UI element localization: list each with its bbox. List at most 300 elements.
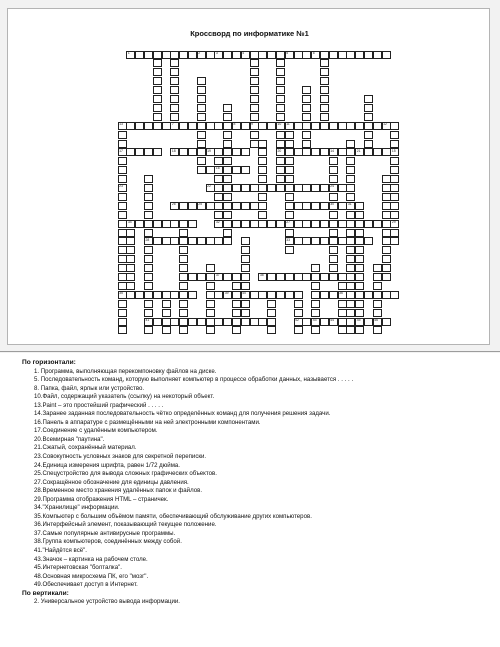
crossword-cell[interactable]	[258, 318, 267, 326]
crossword-cell[interactable]	[153, 291, 162, 299]
crossword-cell[interactable]	[214, 175, 223, 183]
crossword-cell[interactable]	[144, 255, 153, 263]
crossword-cell[interactable]	[153, 86, 162, 94]
crossword-cell[interactable]	[118, 291, 127, 299]
crossword-cell[interactable]	[223, 229, 232, 237]
crossword-cell[interactable]	[241, 166, 250, 174]
crossword-cell[interactable]	[118, 300, 127, 308]
crossword-cell[interactable]	[197, 113, 206, 121]
crossword-cell[interactable]	[188, 202, 197, 210]
crossword-cell[interactable]	[346, 326, 355, 334]
crossword-cell[interactable]	[197, 148, 206, 156]
crossword-cell[interactable]	[364, 104, 373, 112]
crossword-cell[interactable]	[311, 184, 320, 192]
crossword-cell[interactable]	[118, 282, 127, 290]
crossword-cell[interactable]	[144, 300, 153, 308]
crossword-cell[interactable]	[311, 202, 320, 210]
crossword-cell[interactable]	[355, 122, 364, 130]
crossword-cell[interactable]	[285, 211, 294, 219]
crossword-cell[interactable]	[338, 300, 347, 308]
crossword-cell[interactable]	[285, 166, 294, 174]
crossword-cell[interactable]	[250, 220, 259, 228]
crossword-cell[interactable]	[346, 229, 355, 237]
crossword-cell[interactable]	[267, 51, 276, 59]
crossword-cell[interactable]	[320, 148, 329, 156]
crossword-cell[interactable]	[258, 193, 267, 201]
crossword-cell[interactable]	[346, 246, 355, 254]
crossword-cell[interactable]	[197, 122, 206, 130]
crossword-cell[interactable]	[329, 157, 338, 165]
crossword-cell[interactable]	[214, 220, 223, 228]
crossword-cell[interactable]	[346, 273, 355, 281]
crossword-cell[interactable]	[144, 264, 153, 272]
crossword-cell[interactable]	[241, 282, 250, 290]
crossword-cell[interactable]	[144, 246, 153, 254]
crossword-cell[interactable]	[267, 309, 276, 317]
crossword-cell[interactable]	[214, 122, 223, 130]
crossword-cell[interactable]	[338, 309, 347, 317]
crossword-cell[interactable]	[320, 237, 329, 245]
crossword-cell[interactable]	[188, 291, 197, 299]
crossword-cell[interactable]	[382, 148, 391, 156]
crossword-cell[interactable]	[144, 229, 153, 237]
crossword-cell[interactable]	[214, 166, 223, 174]
crossword-cell[interactable]	[170, 59, 179, 67]
crossword-cell[interactable]	[320, 184, 329, 192]
crossword-cell[interactable]	[285, 184, 294, 192]
crossword-cell[interactable]	[346, 309, 355, 317]
crossword-cell[interactable]	[197, 166, 206, 174]
crossword-cell[interactable]	[373, 264, 382, 272]
crossword-cell[interactable]	[390, 202, 399, 210]
crossword-cell[interactable]	[364, 318, 373, 326]
crossword-cell[interactable]	[294, 273, 303, 281]
crossword-cell[interactable]	[382, 202, 391, 210]
crossword-cell[interactable]	[135, 122, 144, 130]
crossword-cell[interactable]	[390, 166, 399, 174]
crossword-cell[interactable]	[214, 51, 223, 59]
crossword-cell[interactable]	[355, 282, 364, 290]
crossword-cell[interactable]	[144, 148, 153, 156]
crossword-cell[interactable]	[241, 246, 250, 254]
crossword-cell[interactable]	[294, 326, 303, 334]
crossword-cell[interactable]	[162, 51, 171, 59]
crossword-cell[interactable]	[320, 220, 329, 228]
crossword-cell[interactable]	[311, 309, 320, 317]
crossword-cell[interactable]	[241, 184, 250, 192]
crossword-cell[interactable]	[302, 220, 311, 228]
crossword-cell[interactable]	[118, 157, 127, 165]
crossword-cell[interactable]	[144, 237, 153, 245]
crossword-cell[interactable]	[197, 131, 206, 139]
crossword-cell[interactable]	[206, 148, 215, 156]
crossword-cell[interactable]	[355, 51, 364, 59]
crossword-cell[interactable]	[329, 220, 338, 228]
crossword-cell[interactable]	[346, 175, 355, 183]
crossword-cell[interactable]	[390, 148, 399, 156]
crossword-cell[interactable]	[197, 95, 206, 103]
crossword-cell[interactable]	[197, 51, 206, 59]
crossword-cell[interactable]	[232, 202, 241, 210]
crossword-cell[interactable]	[329, 237, 338, 245]
crossword-cell[interactable]	[320, 318, 329, 326]
crossword-cell[interactable]	[355, 273, 364, 281]
crossword-cell[interactable]	[355, 148, 364, 156]
crossword-cell[interactable]	[258, 220, 267, 228]
crossword-cell[interactable]	[390, 131, 399, 139]
crossword-cell[interactable]	[170, 104, 179, 112]
crossword-cell[interactable]	[241, 220, 250, 228]
crossword-cell[interactable]	[144, 211, 153, 219]
crossword-cell[interactable]	[153, 237, 162, 245]
crossword-cell[interactable]	[223, 202, 232, 210]
crossword-cell[interactable]	[144, 326, 153, 334]
crossword-cell[interactable]	[126, 220, 135, 228]
crossword-cell[interactable]	[373, 220, 382, 228]
crossword-cell[interactable]	[118, 237, 127, 245]
crossword-cell[interactable]	[311, 237, 320, 245]
crossword-cell[interactable]	[232, 51, 241, 59]
crossword-cell[interactable]	[294, 220, 303, 228]
crossword-cell[interactable]	[390, 211, 399, 219]
crossword-cell[interactable]	[170, 51, 179, 59]
crossword-cell[interactable]	[294, 51, 303, 59]
crossword-cell[interactable]	[390, 229, 399, 237]
crossword-cell[interactable]	[302, 131, 311, 139]
crossword-cell[interactable]	[320, 104, 329, 112]
crossword-cell[interactable]	[170, 220, 179, 228]
crossword-cell[interactable]	[346, 237, 355, 245]
crossword-cell[interactable]	[118, 166, 127, 174]
crossword-cell[interactable]	[206, 318, 215, 326]
crossword-cell[interactable]	[170, 113, 179, 121]
crossword-cell[interactable]	[162, 309, 171, 317]
crossword-cell[interactable]	[311, 148, 320, 156]
crossword-cell[interactable]	[126, 122, 135, 130]
crossword-cell[interactable]	[285, 246, 294, 254]
crossword-cell[interactable]	[153, 122, 162, 130]
crossword-cell[interactable]	[276, 68, 285, 76]
crossword-cell[interactable]	[144, 273, 153, 281]
crossword-cell[interactable]	[346, 184, 355, 192]
crossword-cell[interactable]	[179, 255, 188, 263]
crossword-cell[interactable]	[285, 237, 294, 245]
crossword-cell[interactable]	[250, 291, 259, 299]
crossword-cell[interactable]	[179, 309, 188, 317]
crossword-cell[interactable]	[214, 202, 223, 210]
crossword-cell[interactable]	[250, 68, 259, 76]
crossword-cell[interactable]	[153, 148, 162, 156]
crossword-cell[interactable]	[241, 309, 250, 317]
crossword-cell[interactable]	[390, 220, 399, 228]
crossword-cell[interactable]	[223, 166, 232, 174]
crossword-cell[interactable]	[267, 220, 276, 228]
crossword-cell[interactable]	[162, 220, 171, 228]
crossword-cell[interactable]	[276, 131, 285, 139]
crossword-cell[interactable]	[311, 300, 320, 308]
crossword-cell[interactable]	[258, 148, 267, 156]
crossword-cell[interactable]	[197, 104, 206, 112]
crossword-cell[interactable]	[346, 148, 355, 156]
crossword-cell[interactable]	[329, 246, 338, 254]
crossword-cell[interactable]	[118, 193, 127, 201]
crossword-cell[interactable]	[118, 264, 127, 272]
crossword-cell[interactable]	[214, 193, 223, 201]
crossword-cell[interactable]	[390, 122, 399, 130]
crossword-cell[interactable]	[179, 246, 188, 254]
crossword-cell[interactable]	[311, 122, 320, 130]
crossword-cell[interactable]	[197, 86, 206, 94]
crossword-cell[interactable]	[258, 122, 267, 130]
crossword-cell[interactable]	[355, 211, 364, 219]
crossword-cell[interactable]	[346, 291, 355, 299]
crossword-cell[interactable]	[382, 264, 391, 272]
crossword-cell[interactable]	[144, 51, 153, 59]
crossword-cell[interactable]	[250, 51, 259, 59]
crossword-cell[interactable]	[320, 77, 329, 85]
crossword-cell[interactable]	[355, 220, 364, 228]
crossword-cell[interactable]	[206, 202, 215, 210]
crossword-cell[interactable]	[355, 202, 364, 210]
crossword-cell[interactable]	[135, 291, 144, 299]
crossword-cell[interactable]	[320, 113, 329, 121]
crossword-cell[interactable]	[276, 184, 285, 192]
crossword-cell[interactable]	[241, 237, 250, 245]
crossword-cell[interactable]	[118, 131, 127, 139]
crossword-cell[interactable]	[346, 282, 355, 290]
crossword-cell[interactable]	[294, 202, 303, 210]
crossword-cell[interactable]	[338, 148, 347, 156]
crossword-cell[interactable]	[373, 122, 382, 130]
crossword-cell[interactable]	[338, 318, 347, 326]
crossword-cell[interactable]	[144, 220, 153, 228]
crossword-cell[interactable]	[223, 51, 232, 59]
crossword-cell[interactable]	[223, 140, 232, 148]
crossword-cell[interactable]	[206, 273, 215, 281]
crossword-cell[interactable]	[223, 237, 232, 245]
crossword-cell[interactable]	[232, 300, 241, 308]
crossword-cell[interactable]	[329, 193, 338, 201]
crossword-cell[interactable]	[241, 122, 250, 130]
crossword-cell[interactable]	[311, 220, 320, 228]
crossword-cell[interactable]	[285, 175, 294, 183]
crossword-cell[interactable]	[153, 77, 162, 85]
crossword-cell[interactable]	[276, 95, 285, 103]
crossword-cell[interactable]	[118, 255, 127, 263]
crossword-cell[interactable]	[302, 237, 311, 245]
crossword-cell[interactable]	[338, 51, 347, 59]
crossword-cell[interactable]	[118, 318, 127, 326]
crossword-cell[interactable]	[118, 175, 127, 183]
crossword-cell[interactable]	[294, 291, 303, 299]
crossword-cell[interactable]	[382, 193, 391, 201]
crossword-cell[interactable]	[364, 122, 373, 130]
crossword-cell[interactable]	[126, 229, 135, 237]
crossword-cell[interactable]	[232, 220, 241, 228]
crossword-cell[interactable]	[338, 273, 347, 281]
crossword-cell[interactable]	[382, 291, 391, 299]
crossword-cell[interactable]	[170, 86, 179, 94]
crossword-cell[interactable]	[285, 140, 294, 148]
crossword-cell[interactable]	[267, 122, 276, 130]
crossword-cell[interactable]	[364, 95, 373, 103]
crossword-cell[interactable]	[276, 148, 285, 156]
crossword-cell[interactable]	[188, 318, 197, 326]
crossword-cell[interactable]	[302, 113, 311, 121]
crossword-cell[interactable]	[144, 184, 153, 192]
crossword-cell[interactable]	[241, 273, 250, 281]
crossword-cell[interactable]	[294, 184, 303, 192]
crossword-cell[interactable]	[170, 95, 179, 103]
crossword-cell[interactable]	[276, 59, 285, 67]
crossword-cell[interactable]	[346, 264, 355, 272]
crossword-cell[interactable]	[144, 318, 153, 326]
crossword-cell[interactable]	[250, 95, 259, 103]
crossword-cell[interactable]	[118, 326, 127, 334]
crossword-cell[interactable]	[364, 113, 373, 121]
crossword-cell[interactable]	[276, 175, 285, 183]
crossword-cell[interactable]	[153, 95, 162, 103]
crossword-cell[interactable]	[329, 264, 338, 272]
crossword-cell[interactable]	[197, 237, 206, 245]
crossword-cell[interactable]	[382, 122, 391, 130]
crossword-cell[interactable]	[223, 113, 232, 121]
crossword-cell[interactable]	[232, 282, 241, 290]
crossword-cell[interactable]	[206, 300, 215, 308]
crossword-cell[interactable]	[162, 122, 171, 130]
crossword-cell[interactable]	[250, 140, 259, 148]
crossword-cell[interactable]	[338, 122, 347, 130]
crossword-cell[interactable]	[241, 148, 250, 156]
crossword-cell[interactable]	[276, 157, 285, 165]
crossword-cell[interactable]	[197, 273, 206, 281]
crossword-cell[interactable]	[206, 326, 215, 334]
crossword-cell[interactable]	[179, 220, 188, 228]
crossword-cell[interactable]	[382, 175, 391, 183]
crossword-cell[interactable]	[373, 51, 382, 59]
crossword-cell[interactable]	[285, 193, 294, 201]
crossword-cell[interactable]	[144, 193, 153, 201]
crossword-cell[interactable]	[179, 300, 188, 308]
crossword-cell[interactable]	[390, 193, 399, 201]
crossword-cell[interactable]	[258, 211, 267, 219]
crossword-cell[interactable]	[311, 326, 320, 334]
crossword-cell[interactable]	[223, 148, 232, 156]
crossword-cell[interactable]	[179, 237, 188, 245]
crossword-cell[interactable]	[285, 148, 294, 156]
crossword-cell[interactable]	[294, 318, 303, 326]
crossword-cell[interactable]	[346, 220, 355, 228]
crossword-cell[interactable]	[179, 122, 188, 130]
crossword-cell[interactable]	[223, 157, 232, 165]
crossword-cell[interactable]	[267, 300, 276, 308]
crossword-cell[interactable]	[179, 51, 188, 59]
crossword-cell[interactable]	[126, 264, 135, 272]
crossword-cell[interactable]	[206, 264, 215, 272]
crossword-cell[interactable]	[373, 309, 382, 317]
crossword-cell[interactable]	[355, 264, 364, 272]
crossword-cell[interactable]	[276, 104, 285, 112]
crossword-cell[interactable]	[197, 157, 206, 165]
crossword-cell[interactable]	[250, 184, 259, 192]
crossword-cell[interactable]	[276, 220, 285, 228]
crossword-cell[interactable]	[214, 273, 223, 281]
crossword-cell[interactable]	[118, 220, 127, 228]
crossword-cell[interactable]	[346, 193, 355, 201]
crossword-cell[interactable]	[170, 68, 179, 76]
crossword-cell[interactable]	[179, 326, 188, 334]
crossword-cell[interactable]	[232, 309, 241, 317]
crossword-cell[interactable]	[382, 184, 391, 192]
crossword-cell[interactable]	[285, 157, 294, 165]
crossword-cell[interactable]	[382, 273, 391, 281]
crossword-cell[interactable]	[329, 175, 338, 183]
crossword-cell[interactable]	[206, 237, 215, 245]
crossword-cell[interactable]	[214, 291, 223, 299]
crossword-cell[interactable]	[338, 220, 347, 228]
crossword-cell[interactable]	[390, 237, 399, 245]
crossword-cell[interactable]	[232, 326, 241, 334]
crossword-cell[interactable]	[241, 51, 250, 59]
crossword-cell[interactable]	[355, 229, 364, 237]
crossword-cell[interactable]	[223, 291, 232, 299]
crossword-cell[interactable]	[276, 113, 285, 121]
crossword-cell[interactable]	[206, 184, 215, 192]
crossword-cell[interactable]	[126, 282, 135, 290]
crossword-cell[interactable]	[118, 202, 127, 210]
crossword-cell[interactable]	[382, 229, 391, 237]
crossword-cell[interactable]	[170, 148, 179, 156]
crossword-cell[interactable]	[338, 326, 347, 334]
crossword-cell[interactable]	[126, 51, 135, 59]
crossword-cell[interactable]	[338, 291, 347, 299]
crossword-cell[interactable]	[302, 184, 311, 192]
crossword-cell[interactable]	[302, 140, 311, 148]
crossword-cell[interactable]	[373, 282, 382, 290]
crossword-cell[interactable]	[346, 318, 355, 326]
crossword-cell[interactable]	[382, 246, 391, 254]
crossword-cell[interactable]	[118, 140, 127, 148]
crossword-cell[interactable]	[294, 300, 303, 308]
crossword-cell[interactable]	[135, 148, 144, 156]
crossword-cell[interactable]	[311, 264, 320, 272]
crossword-cell[interactable]	[373, 326, 382, 334]
crossword-cell[interactable]	[320, 95, 329, 103]
crossword-cell[interactable]	[364, 51, 373, 59]
crossword-cell[interactable]	[153, 51, 162, 59]
crossword-cell[interactable]	[144, 309, 153, 317]
crossword-cell[interactable]	[276, 140, 285, 148]
crossword-cell[interactable]	[302, 86, 311, 94]
crossword-cell[interactable]	[197, 318, 206, 326]
crossword-cell[interactable]	[232, 273, 241, 281]
crossword-cell[interactable]	[355, 326, 364, 334]
crossword-cell[interactable]	[320, 291, 329, 299]
crossword-cell[interactable]	[223, 184, 232, 192]
crossword-cell[interactable]	[179, 273, 188, 281]
crossword-cell[interactable]	[373, 273, 382, 281]
crossword-cell[interactable]	[179, 282, 188, 290]
crossword-cell[interactable]	[338, 237, 347, 245]
crossword-cell[interactable]	[223, 131, 232, 139]
crossword-cell[interactable]	[302, 202, 311, 210]
crossword-cell[interactable]	[250, 59, 259, 67]
crossword-cell[interactable]	[267, 318, 276, 326]
crossword-cell[interactable]	[232, 122, 241, 130]
crossword-cell[interactable]	[258, 184, 267, 192]
crossword-cell[interactable]	[170, 291, 179, 299]
crossword-cell[interactable]	[126, 246, 135, 254]
